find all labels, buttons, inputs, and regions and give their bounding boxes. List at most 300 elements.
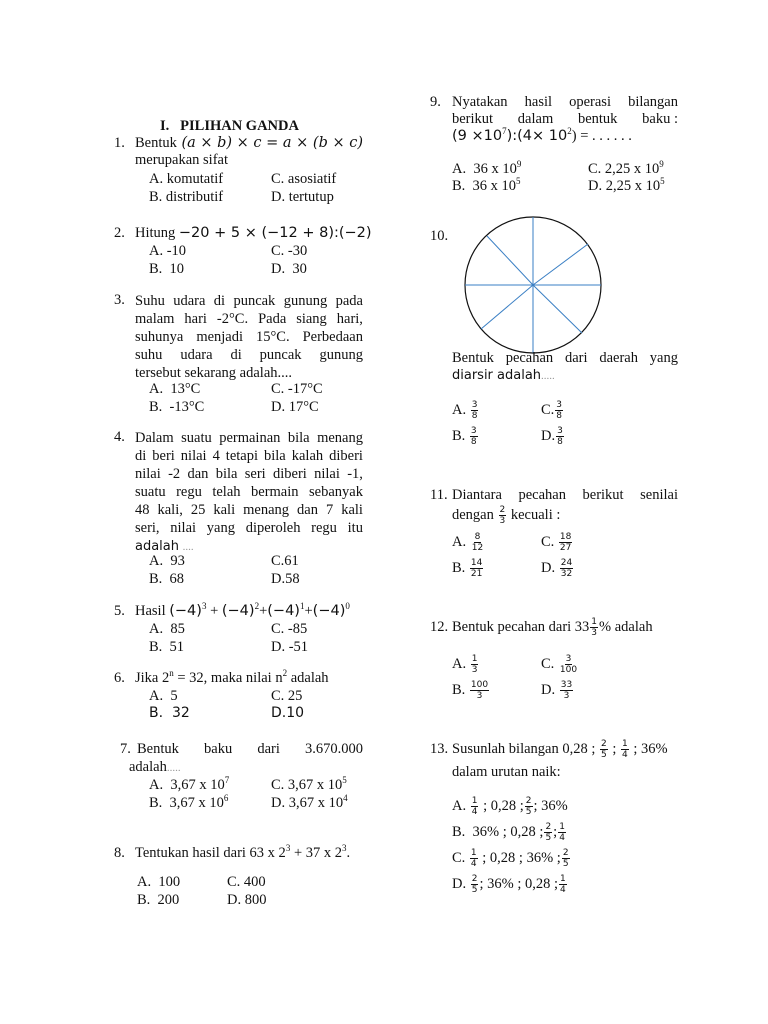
fraction <box>525 796 533 817</box>
word: dan <box>187 466 209 482</box>
fraction <box>560 680 573 701</box>
word: gunung <box>283 293 328 309</box>
numerator: 100 <box>470 680 489 690</box>
q7-number: 7. <box>120 741 131 757</box>
q9-expression: (9 ×10 <box>452 128 503 144</box>
q1-stem <box>135 135 363 169</box>
word: seri, <box>135 520 160 536</box>
q3-option-a[interactable]: A. 13°C <box>149 381 201 397</box>
denominator: 5 <box>525 807 532 817</box>
option-label: C. <box>452 849 469 866</box>
word: kali <box>213 502 236 518</box>
option-label: D. <box>452 875 470 892</box>
denominator: 32 <box>560 569 573 579</box>
q12-option-c[interactable] <box>541 654 579 675</box>
word: nilai <box>180 448 207 464</box>
q3-option-c[interactable]: C. -17°C <box>271 381 323 397</box>
fraction <box>558 822 566 843</box>
q1-option-c[interactable]: C. asosiatif <box>271 171 337 187</box>
q4-line <box>135 483 363 501</box>
q5-option-d[interactable]: D. -51 <box>271 639 309 655</box>
q12-option-b-label: B. <box>452 681 466 698</box>
q6-option-a[interactable]: A. 5 <box>149 688 178 704</box>
q10-divider-line <box>481 285 533 329</box>
fraction <box>621 739 629 760</box>
word: 4 <box>212 448 220 464</box>
q7-option-b-text: B. 3,67 x 10 <box>149 795 224 811</box>
option-label: A. <box>452 797 470 814</box>
word: diberi <box>329 448 363 464</box>
q13-stem <box>452 739 668 760</box>
q9-option-b[interactable] <box>452 178 521 195</box>
option-label: B. <box>452 823 469 840</box>
word: nilai <box>170 520 197 536</box>
q8-text: . <box>346 845 351 861</box>
q7-word: dari <box>257 741 280 757</box>
q7-option-a-text: A. 3,67 x 10 <box>149 777 225 793</box>
q1-option-a[interactable]: A. komutatif <box>149 171 224 187</box>
q6-number: 6. <box>114 670 125 686</box>
q9-word: Nyatakan <box>452 94 508 110</box>
q6-text: = 32, maka nilai n <box>173 670 283 686</box>
word: seri <box>244 466 266 482</box>
numerator: 1 <box>560 874 566 884</box>
q10-option-d-label: D. <box>541 427 556 444</box>
q13-option-a[interactable] <box>452 796 568 817</box>
numerator: 2 <box>471 874 478 884</box>
q9-exponent: 9 <box>516 159 522 169</box>
fraction <box>471 400 479 421</box>
option-text: ; <box>553 823 558 840</box>
numerator: 1 <box>559 822 565 832</box>
fraction <box>590 617 598 638</box>
q10-word: Bentuk <box>452 350 494 366</box>
q5-number: 5. <box>114 603 125 619</box>
fraction <box>470 848 478 869</box>
q9-word: berikut <box>452 111 494 127</box>
denominator: 8 <box>556 411 563 421</box>
q10-word: dari <box>564 350 588 366</box>
denominator: 3 <box>471 665 478 675</box>
q9-expression: ):(4× 10 <box>506 128 568 144</box>
q2-expression: −20 + 5 × (−12 + 8):(−2) <box>178 225 372 241</box>
word: hari, <box>336 311 363 327</box>
word: yang <box>206 520 235 536</box>
word: -2 <box>168 466 181 482</box>
q6-text: Jika 2 <box>135 670 170 686</box>
q4-line <box>135 501 363 519</box>
q4-option-b[interactable]: B. 68 <box>149 571 185 587</box>
denominator: 5 <box>562 859 569 869</box>
q6-option-c[interactable]: C. 25 <box>271 688 303 704</box>
q11-option-d-label: D. <box>541 559 556 576</box>
word: sebanyak <box>309 484 363 500</box>
q4-number: 4. <box>114 429 125 445</box>
q4-option-d[interactable]: D.58 <box>271 571 300 587</box>
q9-word: operasi <box>569 94 611 110</box>
q1-lead: Bentuk <box>135 135 177 151</box>
q10-divider-line <box>533 244 588 285</box>
option-text: ; 36% <box>533 797 568 814</box>
numerator: 3 <box>557 426 563 436</box>
q3-line: tersebut sekarang adalah.... <box>135 365 293 381</box>
q7-line2 <box>129 759 181 776</box>
q10-circle-diagram <box>460 215 606 355</box>
denominator: 4 <box>622 750 628 760</box>
q13-option-d[interactable] <box>452 874 568 895</box>
q8-exponent: 3 <box>285 843 291 853</box>
q8-option-b[interactable]: B. 200 <box>137 892 180 908</box>
q10-dots: ..... <box>541 370 555 382</box>
q3-option-d[interactable]: D. 17°C <box>271 399 319 415</box>
denominator: 4 <box>559 833 565 843</box>
word: kali, <box>157 502 183 518</box>
q1-number: 1. <box>114 135 125 151</box>
q8-option-a[interactable]: A. 100 <box>137 874 181 890</box>
q11-text: kecuali : <box>510 506 561 523</box>
word: udara <box>173 293 206 309</box>
q1-line2: merupakan sifat <box>135 152 229 168</box>
q7-option-c[interactable] <box>271 777 347 794</box>
word: tetapi <box>225 448 259 464</box>
q5-exponent: 2 <box>254 601 260 611</box>
q6-exponent: n <box>169 668 174 678</box>
q6-option-d[interactable]: D.10 <box>271 705 305 721</box>
numerator: 24 <box>560 558 573 568</box>
word: pada <box>335 293 363 309</box>
q11-word: pecahan <box>518 487 566 503</box>
word: beri <box>152 448 175 464</box>
q7-dots: ..... <box>166 762 181 774</box>
q1-option-b[interactable]: B. distributif <box>149 189 224 205</box>
q9-word: baku <box>642 111 671 127</box>
fraction <box>562 848 570 869</box>
numerator: 1 <box>622 739 628 749</box>
denominator: 4 <box>471 807 478 817</box>
denominator: 4 <box>470 859 477 869</box>
denominator: 5 <box>601 750 607 760</box>
word: menang <box>317 430 363 446</box>
q5-lead: Hasil <box>135 603 166 619</box>
q8-number: 8. <box>114 845 125 861</box>
word: Dalam <box>135 430 174 446</box>
numerator: 3 <box>470 426 477 436</box>
option-text: ; 0,28 ; <box>479 797 524 814</box>
q11-option-c[interactable] <box>541 532 573 553</box>
numerator: 2 <box>525 796 532 806</box>
numerator: 2 <box>601 739 607 749</box>
word: bila <box>264 448 286 464</box>
q6-stem <box>135 670 329 687</box>
q5-base: (−4) <box>267 603 300 619</box>
q10-divider-line <box>487 236 533 285</box>
denominator: 3 <box>476 691 483 701</box>
q9-option-c[interactable] <box>588 161 664 178</box>
q10-divider-line <box>533 285 582 333</box>
q8-text: Tentukan hasil dari 63 x 2 <box>135 845 286 861</box>
word: bermain <box>251 484 299 500</box>
q4-line <box>135 429 363 447</box>
word: nilai <box>135 466 161 482</box>
word: puncak <box>259 347 302 363</box>
q13-line2: dalam urutan naik: <box>452 764 561 780</box>
fraction <box>559 532 572 553</box>
q9-option-d[interactable] <box>588 178 665 195</box>
q4-option-a[interactable]: A. 93 <box>149 553 185 569</box>
word: nilai <box>314 466 340 482</box>
q13-separator: ; <box>612 740 617 757</box>
q12-option-c-label: C. <box>541 655 555 672</box>
q7-exponent: 5 <box>342 775 347 785</box>
denominator: 21 <box>470 569 483 579</box>
section-title: I. PILIHAN GANDA <box>160 118 299 134</box>
numerator: 14 <box>470 558 483 568</box>
word: hari <box>184 311 207 327</box>
q11-option-b-label: B. <box>452 559 466 576</box>
q5-exponent: 3 <box>201 601 207 611</box>
q5-option-a[interactable]: A. 85 <box>149 621 185 637</box>
q7-option-a[interactable] <box>149 777 229 794</box>
q7-word: 3.670.000 <box>305 741 363 757</box>
q2-option-a[interactable]: A. -10 <box>149 243 187 259</box>
q9-expression: ) = . . . . . . <box>571 128 632 144</box>
q9-word: dalam <box>517 111 554 127</box>
q8-exponent: 3 <box>342 843 347 853</box>
q7-exponent: 7 <box>224 775 230 785</box>
q3-option-b[interactable]: B. -13°C <box>149 399 205 415</box>
q7-option-d[interactable] <box>271 795 348 812</box>
q6-option-b[interactable]: B. 32 <box>149 705 190 721</box>
q9-word: hasil <box>524 94 553 110</box>
fraction <box>470 426 478 447</box>
q7-option-d-text: D. 3,67 x 10 <box>271 795 344 811</box>
fraction <box>555 400 563 421</box>
word: regu <box>311 520 337 536</box>
word: di <box>230 347 242 363</box>
q9-word: : <box>670 111 678 127</box>
word: bila <box>287 430 310 446</box>
numerator: 1 <box>470 848 477 858</box>
word: Suhu <box>135 293 165 309</box>
q1-expression: (a × b) × c = a × (b × c) <box>181 135 363 151</box>
word: siang <box>296 311 327 327</box>
q5-base: (−4) <box>169 603 202 619</box>
q5-stem: Hasil $(-4)^3 + (-4)^2+(-4)^1+(-4)^0$ <box>135 601 350 619</box>
numerator: 1 <box>471 654 478 664</box>
q4-stem <box>135 429 363 556</box>
word: di <box>213 293 226 309</box>
q2-option-d[interactable]: D. 30 <box>271 261 307 277</box>
word: di <box>135 448 147 464</box>
word: Perbedaan <box>302 329 363 345</box>
q7-exponent: 4 <box>343 793 348 803</box>
q7-stem <box>137 741 363 758</box>
fraction <box>471 654 479 675</box>
q5-exponent: 0 <box>345 601 350 611</box>
q3-number: 3. <box>114 292 125 308</box>
q8-stem <box>135 845 350 862</box>
word: suhu <box>135 347 163 363</box>
q9-option-b-text: B. 36 x 10 <box>452 178 517 194</box>
numerator: 2 <box>499 505 506 515</box>
word: 15°C. <box>256 329 290 345</box>
q12-number: 12. <box>430 619 449 635</box>
fraction <box>471 796 479 817</box>
q10-option-b-label: B. <box>452 427 466 444</box>
q12-option-a-label: A. <box>452 655 467 672</box>
q7-option-b[interactable] <box>149 795 228 812</box>
q1-option-d[interactable]: D. tertutup <box>271 189 334 205</box>
q4-line <box>135 519 363 537</box>
q7-option-c-text: C. 3,67 x 10 <box>271 777 343 793</box>
q12-option-d[interactable] <box>541 680 574 701</box>
q4-line <box>135 465 363 483</box>
q10-divider-lines <box>465 217 601 353</box>
numerator: 33 <box>560 680 573 690</box>
fraction <box>559 654 578 675</box>
q13-option-c[interactable] <box>452 848 571 869</box>
q4-line: adalah <box>135 539 180 554</box>
word: telah <box>212 484 241 500</box>
word: regu <box>176 484 202 500</box>
q12-text: Bentuk pecahan dari 33 <box>452 618 590 635</box>
q9-exponent: 2 <box>567 126 572 136</box>
option-text: 36% ; 0,28 ; <box>468 823 544 840</box>
q13-option-b[interactable] <box>452 822 567 843</box>
q3-line <box>135 310 363 328</box>
numerator: 3 <box>565 654 572 664</box>
q11-number: 11. <box>430 487 448 503</box>
q6-exponent: 2 <box>282 668 288 678</box>
q11-option-b[interactable] <box>452 558 484 579</box>
word: 7 <box>325 502 334 518</box>
q10-option-a[interactable] <box>452 400 479 421</box>
q11-word: senilai <box>640 487 678 503</box>
word: suhunya <box>135 329 184 345</box>
q4-option-c[interactable]: C.61 <box>271 553 299 569</box>
q9-word: bentuk <box>577 111 618 127</box>
word: kalah <box>291 448 324 464</box>
word: suatu <box>181 430 212 446</box>
fraction <box>600 739 608 760</box>
q10-option-c[interactable] <box>541 400 564 421</box>
word: -1, <box>347 466 363 482</box>
denominator: 8 <box>471 411 478 421</box>
numerator: 1 <box>591 617 598 627</box>
q2-stem <box>135 225 372 242</box>
numerator: 2 <box>545 822 552 832</box>
q8-option-d[interactable]: D. 800 <box>227 892 267 908</box>
numerator: 3 <box>556 400 563 410</box>
word: itu <box>347 520 363 536</box>
q4-dots: .... <box>182 541 194 553</box>
q9-option-d-text: D. 2,25 x 10 <box>588 178 661 194</box>
q8-text: + 37 x 2 <box>290 845 342 861</box>
numerator: 8 <box>474 532 481 542</box>
denominator: 3 <box>563 691 570 701</box>
fraction <box>559 874 567 895</box>
q11-word: Diantara <box>452 487 502 503</box>
q2-number: 2. <box>114 225 125 241</box>
word: suatu <box>135 484 166 500</box>
word: 25 <box>190 502 206 518</box>
denominator: 8 <box>557 437 563 447</box>
q9-option-a[interactable] <box>452 161 521 178</box>
q9-number: 9. <box>430 94 441 110</box>
fraction <box>471 532 484 553</box>
q10-word: daerah <box>599 350 638 366</box>
numerator: 1 <box>471 796 478 806</box>
word: -2°C. <box>216 311 249 327</box>
fraction <box>499 505 507 526</box>
word: bila <box>215 466 238 482</box>
q8-option-c[interactable]: C. 400 <box>227 874 266 890</box>
q9-option-a-text: A. 36 x 10 <box>452 161 517 177</box>
q11-line2 <box>452 505 560 526</box>
word: 48 <box>135 502 150 518</box>
word: menjadi <box>196 329 244 345</box>
q9-exponent: 7 <box>502 126 507 136</box>
q2-option-b[interactable]: B. 10 <box>149 261 185 277</box>
q6-text: adalah <box>287 670 329 686</box>
q11-option-c-label: C. <box>541 533 555 550</box>
q13-text: Susunlah bilangan 0,28 ; <box>452 740 596 757</box>
q2-option-c[interactable]: C. -30 <box>271 243 308 259</box>
word: kali <box>341 502 363 518</box>
q10-word: pecahan <box>505 350 554 366</box>
word: Pada <box>258 311 287 327</box>
q12-option-b[interactable] <box>452 680 490 701</box>
denominator: 3 <box>591 628 598 638</box>
fraction <box>560 558 573 579</box>
q4-line <box>135 447 363 465</box>
word: menang <box>243 502 290 518</box>
fraction <box>544 822 552 843</box>
word: puncak <box>233 293 276 309</box>
q7-text: adalah <box>129 759 167 775</box>
numerator: 2 <box>562 848 569 858</box>
q11-option-d[interactable] <box>541 558 574 579</box>
q12-option-a[interactable] <box>452 654 479 675</box>
q7-exponent: 6 <box>223 793 229 803</box>
q11-option-a[interactable] <box>452 532 485 553</box>
q7-word: Bentuk <box>137 741 179 757</box>
denominator: 100 <box>559 665 578 675</box>
q5-option-b[interactable]: B. 51 <box>149 639 185 655</box>
q2-lead: Hitung <box>135 225 176 241</box>
fraction <box>470 680 489 701</box>
q10-text: diarsir adalah <box>452 368 542 383</box>
denominator: 8 <box>470 437 477 447</box>
q10-option-d[interactable] <box>541 426 565 447</box>
q11-option-a-label: A. <box>452 533 467 550</box>
q3-stem <box>135 292 363 382</box>
fraction <box>470 558 483 579</box>
q10-option-c-label: C. <box>541 401 555 418</box>
q9-stem <box>452 94 678 145</box>
q10-option-a-label: A. <box>452 401 467 418</box>
denominator: 5 <box>545 833 552 843</box>
word: permainan <box>219 430 281 446</box>
fraction <box>471 874 479 895</box>
q13-text: ; 36% <box>633 740 668 757</box>
q3-line <box>135 292 363 310</box>
option-text: ; 36% ; 0,28 ; <box>479 875 559 892</box>
q10-option-b[interactable] <box>452 426 479 447</box>
q3-line <box>135 346 363 364</box>
q5-option-c[interactable]: C. -85 <box>271 621 308 637</box>
q9-word: bilangan <box>628 94 678 110</box>
